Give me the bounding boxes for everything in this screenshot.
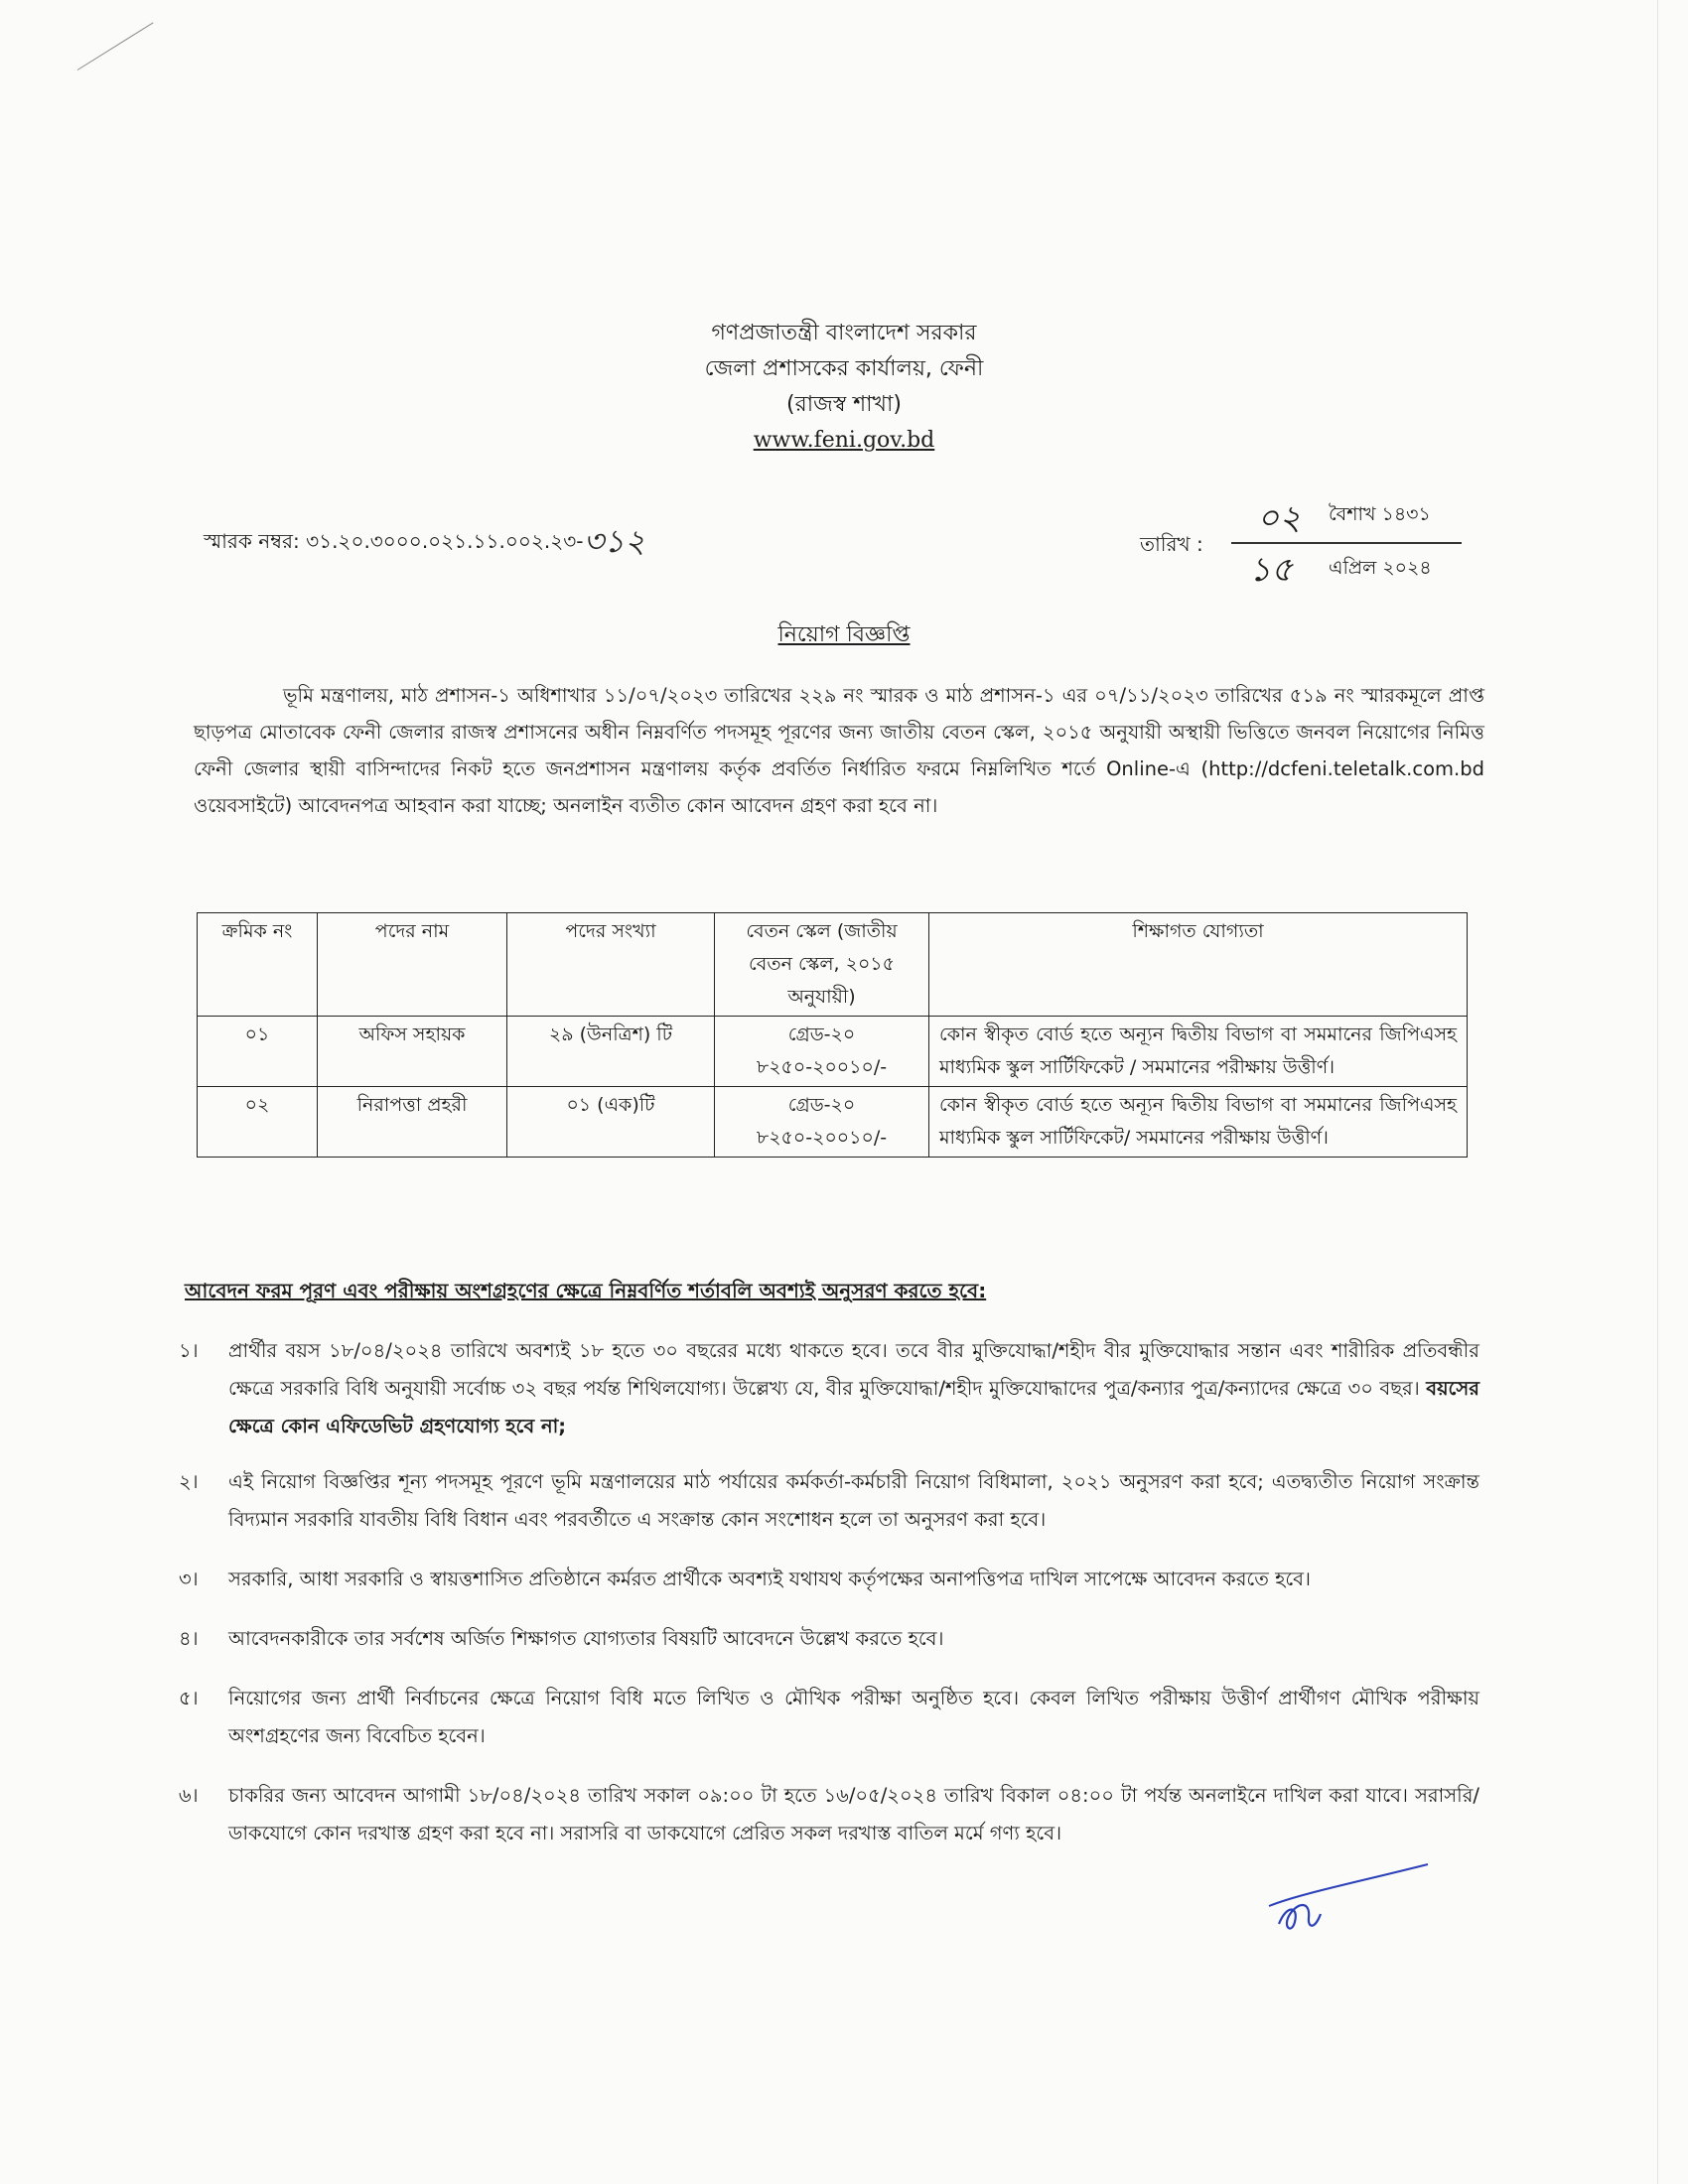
conditions-list [179,1332,1479,1852]
condition-text [228,1332,1479,1445]
header-post-name: পদের নাম [318,913,507,1017]
header-qualification: শিক্ষাগত যোগ্যতা [929,913,1468,1017]
list-item [179,1332,1479,1445]
website-link[interactable]: www.feni.gov.bd [753,428,935,453]
date-block [1140,498,1477,588]
table-header-row [198,913,1468,1017]
header-serial: ক্রমিক নং [198,913,318,1017]
date-english-month-year: এপ্রিল ২০২৪ [1329,557,1432,579]
notice-title: নিয়োগ বিজ্ঞপ্তি [777,622,911,647]
list-item [179,1620,1479,1658]
condition-body: প্রার্থীর বয়স ১৮/০৪/২০২৪ তারিখে অবশ্যই ১৮ হতে ৩০ বছরের মধ্যে থাকতে হবে। তবে বীর মুক্তিযোদ্ধা/শহীদ বীর মুক্তিযোদ্ধার সন্তান এবং শারীরিক প্রতিবন্ধীর ক্ষেত্রে সরকারি বিধি অনুযায়ী সর্বোচ্চ ৩২ বছর পর্যন্ত শিথিলযোগ্য। উল্লেখ্য যে, বীর মুক্তিযোদ্ধা/শহীদ মুক্তিযোদ্ধাদের পুত্র/কন্যার পুত্র/কন্যাদের ক্ষেত্রে ৩০ বছর। [228,1339,1479,1400]
letterhead [0,316,1688,459]
pin-mark [77,22,154,70]
condition-text: আবেদনকারীকে তার সর্বশেষ অর্জিত শিক্ষাগত যোগ্যতার বিষয়টি আবেদনে উল্লেখ করতে হবে। [228,1627,944,1650]
condition-number: ৬। [179,1784,199,1807]
cell-pay-scale [715,1017,929,1087]
branch-name: (রাজস্ব শাখা) [786,392,902,417]
list-item [179,1680,1479,1755]
date-label: তারিখ : [1140,532,1203,556]
conditions-title: আবেদন ফরম পূরণ এবং পরীক্ষায় অংশগ্রহণের ক্ষেত্রে নিম্নবর্ণিত শর্তাবলি অবশ্যই অনুসরণ করতে হবে: [185,1279,987,1302]
cell-scale: ৮২৫০-২০০১০/- [756,1127,888,1149]
header-pay-scale: বেতন স্কেল (জাতীয় বেতন স্কেল, ২০১৫ অনুযায়ী) [715,913,929,1017]
memo-label: স্মারক নম্বর: ৩১.২০.৩০০০.০২১.১১.০০২.২৩- [204,529,584,553]
memo-number [204,516,645,570]
date-english-day: ১৫ [1249,550,1294,590]
govt-name: গণপ্রজাতন্ত্রী বাংলাদেশ সরকার [711,321,977,345]
signature [1259,1844,1438,1944]
list-item [179,1561,1479,1598]
condition-number: ১। [179,1339,199,1362]
list-item [179,1463,1479,1539]
office-name: জেলা প্রশাসকের কার্যালয়, ফেনী [704,356,984,381]
cell-qualification: কোন স্বীকৃত বোর্ড হতে অন্যূন দ্বিতীয় বিভাগ বা সমমানের জিপিএসহ মাধ্যমিক স্কুল সার্টিফিকেট / সমমানের পরীক্ষায় উত্তীর্ণ। [929,1017,1468,1087]
cell-grade: গ্রেড-২০ [787,1094,856,1116]
condition-text: নিয়োগের জন্য প্রার্থী নির্বাচনের ক্ষেত্রে নিয়োগ বিধি মতে লিখিত ও মৌখিক পরীক্ষা অনুষ্ঠিত হবে। কেবল লিখিত পরীক্ষায় উত্তীর্ণ প্রার্থীগণ মৌখিক পরীক্ষায় অংশগ্রহণের জন্য বিবেচিত হবেন। [228,1687,1479,1747]
condition-text: চাকরির জন্য আবেদন আগামী ১৮/০৪/২০২৪ তারিখ সকাল ০৯:০০ টা হতে ১৬/০৫/২০২৪ তারিখ বিকাল ০৪:০০ টা পর্যন্ত অনলাইনে দাখিল করা যাবে। সরাসরি/ ডাকযোগে কোন দরখাস্ত গ্রহণ করা হবে না। সরাসরি বা ডাকযোগে প্রেরিত সকল দরখাস্ত বাতিল মর্মে গণ্য হবে। [228,1784,1479,1844]
cell-post-count: ০১ (এক)টি [507,1087,715,1158]
condition-number: ৫। [179,1687,199,1709]
table-row [198,1017,1468,1087]
posts-table [197,912,1468,1158]
list-item [179,1777,1479,1852]
memo-handwritten-number: ৩১২ [583,522,645,560]
intro-paragraph: ভূমি মন্ত্রণালয়, মাঠ প্রশাসন-১ অধিশাখার ১১/০৭/২০২৩ তারিখের ২২৯ নং স্মারক ও মাঠ প্রশাসন-১ এর ০৭/১১/২০২৩ তারিখের ৫১৯ নং স্মারকমূলে প্রাপ্ত ছাড়পত্র মোতাবেক ফেনী জেলার রাজস্ব প্রশাসনের অধীন নিম্নবর্ণিত পদসমূহ পূরণের জন্য জাতীয় বেতন স্কেল, ২০১৫ অনুযায়ী অস্থায়ী ভিত্তিতে জনবল নিয়োগের নিমিত্ত ফেনী জেলার স্থায়ী বাসিন্দাদের নিকট হতে জনপ্রশাসন মন্ত্রণালয় কর্তৃক প্রবর্তিত নির্ধারিত ফরমে নিম্নলিখিত শর্তে Online-এ (http://dcfeni.teletalk.com.bd ওয়েবসাইটে) আবেদনপত্র আহবান করা যাচ্ছে; অনলাইন ব্যতীত কোন আবেদন গ্রহণ করা হবে না। [194,684,1484,817]
condition-bold: বয়সের ক্ষেত্রে কোন এফিডেভিট গ্রহণযোগ্য হবে না; [228,1377,1480,1437]
condition-number: ৪। [179,1627,199,1650]
condition-text: এই নিয়োগ বিজ্ঞপ্তির শূন্য পদসমূহ পূরণে ভূমি মন্ত্রণালয়ের মাঠ পর্যায়ের কর্মকর্তা-কর্মচারী নিয়োগ বিধিমালা, ২০২১ অনুসরণ করা হবে; এতদ্ব্যতীত নিয়োগ সংক্রান্ত বিদ্যমান সরকারি যাবতীয় বিধি বিধান এবং পরবর্তীতে এ সংক্রান্ত কোন সংশোধন হলে তা অনুসরণ করা হবে। [228,1470,1479,1531]
cell-serial: ০১ [198,1017,318,1087]
cell-pay-scale [715,1087,929,1158]
cell-post-count: ২৯ (উনত্রিশ) টি [507,1017,715,1087]
cell-post-name: নিরাপত্তা প্রহরী [318,1087,507,1158]
cell-serial: ০২ [198,1087,318,1158]
condition-text: সরকারি, আধা সরকারি ও স্বায়ত্তশাসিত প্রতিষ্ঠানে কর্মরত প্রার্থীকে অবশ্যই যথাযথ কর্তৃপক্ষের অনাপত্তিপত্র দাখিল সাপেক্ষে আবেদন করতে হবে। [228,1568,1311,1590]
header-post-count: পদের সংখ্যা [507,913,715,1017]
cell-post-name: অফিস সহায়ক [318,1017,507,1087]
cell-grade: গ্রেড-২০ [787,1024,856,1045]
table-row [198,1087,1468,1158]
cell-scale: ৮২৫০-২০০১০/- [756,1056,888,1078]
condition-number: ৩। [179,1568,199,1590]
condition-number: ২। [179,1470,199,1493]
cell-qualification: কোন স্বীকৃত বোর্ড হতে অন্যূন দ্বিতীয় বিভাগ বা সমমানের জিপিএসহ মাধ্যমিক স্কুল সার্টিফিকেট/ সমমানের পরীক্ষায় উত্তীর্ণ। [929,1087,1468,1158]
date-bangla-month-year: বৈশাখ ১৪৩১ [1329,503,1431,525]
date-bangla-day: ০২ [1257,498,1302,538]
